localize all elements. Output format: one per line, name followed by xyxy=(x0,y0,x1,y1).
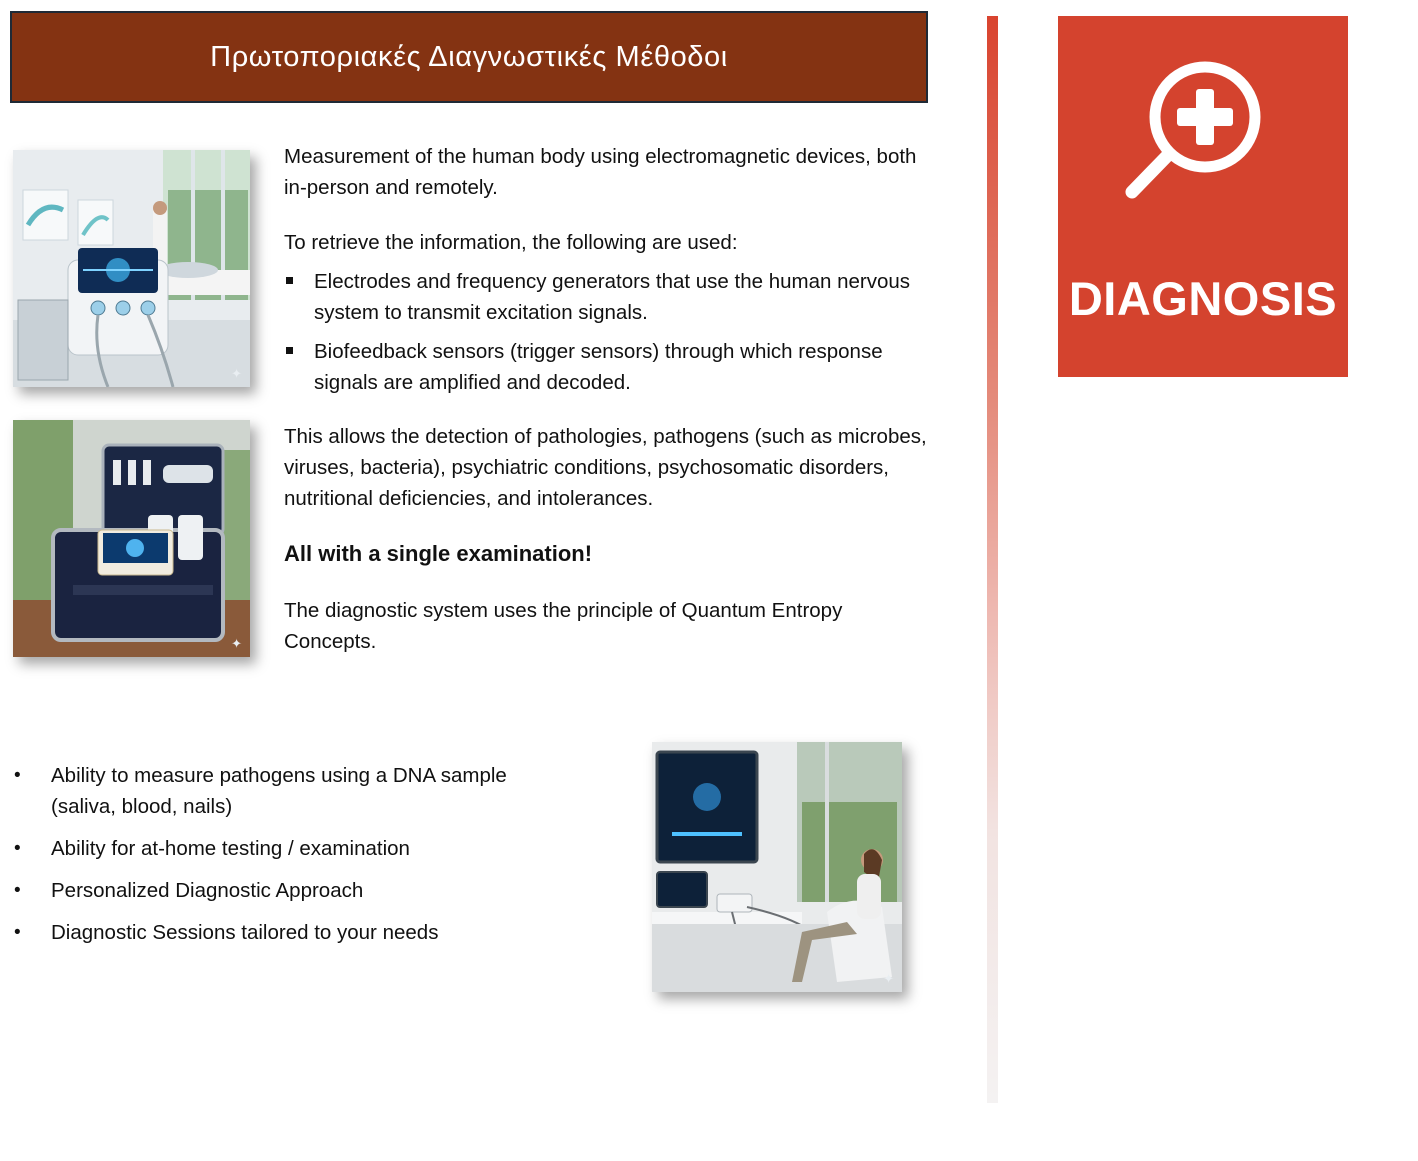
list-item: Biofeedback sensors (trigger sensors) through which response signals are amplified and decoded. xyxy=(284,336,934,398)
list-item: • Personalized Diagnostic Approach xyxy=(14,875,614,906)
page-title: Πρωτοποριακές Διαγνωστικές Μέθοδοι xyxy=(210,40,728,73)
sparkle-icon: ✦ xyxy=(231,366,242,381)
clinic-device-photo xyxy=(13,150,250,387)
list-item: Electrodes and frequency generators that use the human nervous system to transmit excitation signals. xyxy=(284,266,934,328)
list-item: • Ability to measure pathogens using a DNA sample (saliva, blood, nails) xyxy=(14,760,571,822)
methods-list xyxy=(284,266,934,406)
features-list xyxy=(14,760,614,959)
magnifier-plus-icon xyxy=(1120,52,1270,222)
diagnosis-tile xyxy=(1058,16,1348,377)
diagnosis-label: DIAGNOSIS xyxy=(1068,272,1338,325)
title-bar xyxy=(10,11,928,103)
detection-paragraph: This allows the detection of pathologies, pathogens (such as microbes, viruses, bacteria), psychiatric conditions, psychosomatic disorders, nutritional deficiencies, and intolerances. xyxy=(284,425,927,510)
list-item: • Ability for at-home testing / examination xyxy=(14,833,614,864)
highlight-heading: All with a single examination! xyxy=(284,541,593,566)
principle-paragraph: The diagnostic system uses the principle of Quantum Entropy Concepts. xyxy=(284,599,843,653)
sparkle-icon: ✦ xyxy=(231,636,242,651)
device-case-photo xyxy=(13,420,250,657)
remote-session-photo xyxy=(652,742,902,992)
vertical-divider xyxy=(987,16,998,1103)
intro-paragraph: Measurement of the human body using electromagnetic devices, both in-person and remotely. xyxy=(284,145,917,199)
retrieve-lead: To retrieve the information, the following are used: xyxy=(284,231,738,254)
sparkle-icon: ✦ xyxy=(883,971,894,986)
list-item: • Diagnostic Sessions tailored to your needs xyxy=(14,917,614,948)
